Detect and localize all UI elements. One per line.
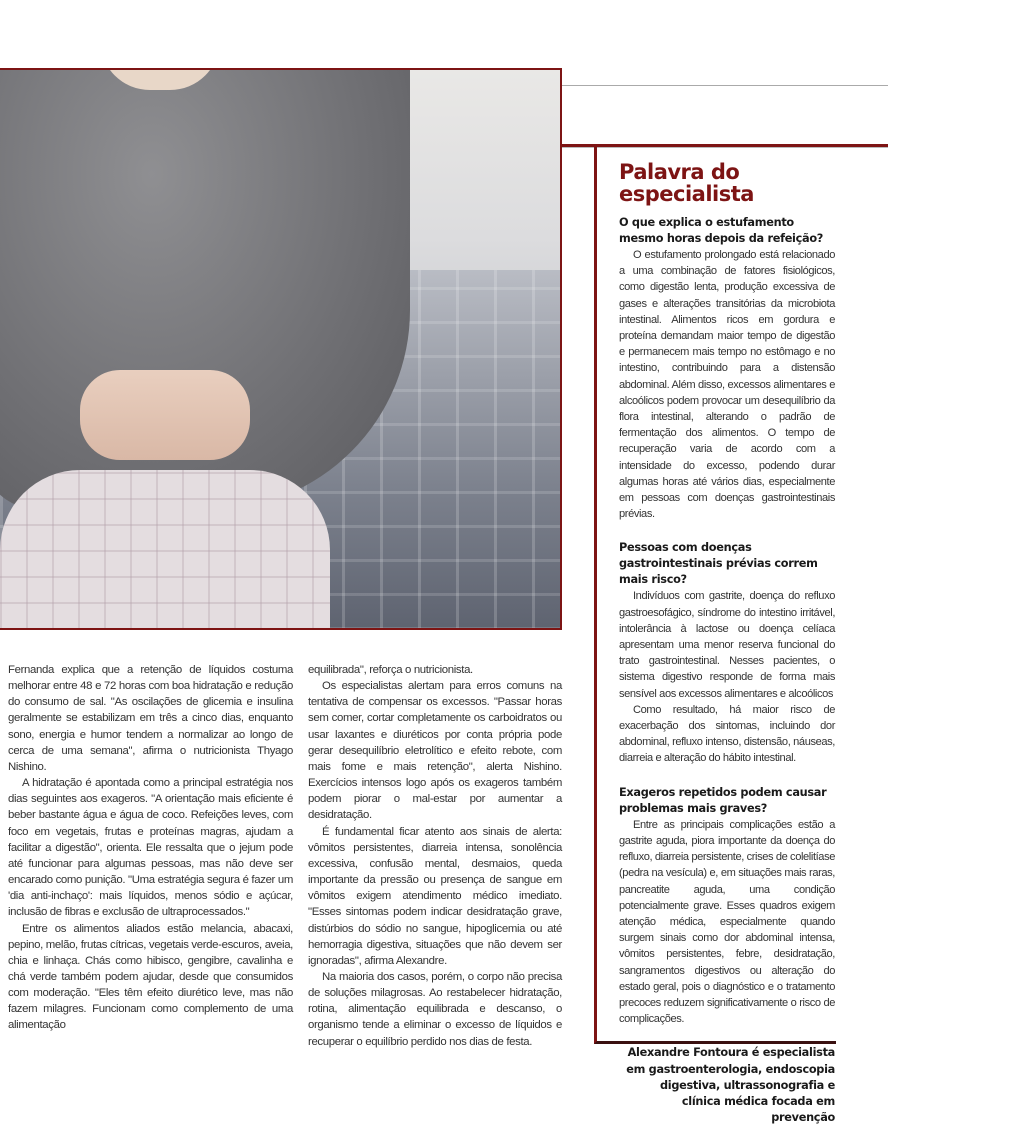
answer-paragraph: Como resultado, há maior risco de exacerbação dos sintomas, incluindo dor abdominal, refluxo intenso, distensão, náuseas, diarreia e alteração do hábito intestinal.: [619, 703, 835, 765]
question-heading: O que explica o estufamento mesmo horas depois da refeição?: [619, 216, 824, 245]
article-column-1: [8, 662, 293, 1034]
expert-sidebar: [594, 147, 836, 1125]
answer-paragraph: Indivíduos com gastrite, doença do refluxo gastroesofágico, síndrome do intestino irritável, intolerância à lactose ou doença celíaca apresentam uma menor reserva funcional do trato gastrointestinal. Nesses pacientes, o sistema digestivo responde de forma mais sensível aos excessos alimentares e alcoólicos: [619, 590, 835, 700]
paragraph: Entre os alimentos aliados estão melancia, abacaxi, pepino, melão, frutas cítricas, vegetais verde-escuros, aveia, chia e linhaça. Chás como hibisco, gengibre, cavalinha e chá verde também podem ajudar, desde que consumidos com moderação. "Eles têm efeito diurético leve, mas não fazem milagres. Funcionam como complemento de uma alimentação: [8, 922, 293, 1032]
article-column-2: [308, 662, 562, 1050]
expert-credit: Alexandre Fontoura é especialista em gastroenterologia, endoscopia digestiva, ultrassonografia e clínica médica focada em prevenção: [626, 1046, 835, 1125]
answer-paragraph: O estufamento prolongado está relacionado a uma combinação de fatores fisiológicos, como digestão lenta, produção excessiva de gases e alterações transitórias da microbiota intestinal. Alimentos ricos em gordura e proteína demandam maior tempo de digestão e permanecem mais tempo no estômago e no intestino, contribuindo para a distensão abdominal. Além disso, excessos alimentares e alcoólicos podem provocar um desequilíbrio da flora intestinal, alterando o padrão de fermentação dos alimentos. O tempo de recuperação varia de acordo com a intensidade do excesso, podendo durar algumas horas até vários dias, especialmente em pessoas com doenças gastrointestinais prévias.: [619, 249, 835, 521]
paragraph: É fundamental ficar atento aos sinais de alerta: vômitos persistentes, diarreia intensa, sonolência excessiva, confusão mental, desmaios, queda importante da pressão ou presença de sangue em vômitos exigem atendimento médico imediato. "Esses sintomas podem indicar desidratação grave, distúrbios do sódio no sangue, hipoglicemia ou até hemorragia digestiva, situações que não devem ser ignoradas", afirma Alexandre.: [308, 825, 562, 967]
paragraph: A hidratação é apontada como a principal estratégia nos dias seguintes aos exageros. "A orientação mais eficiente é beber bastante água e água de coco. Refeições leves, com foco em vegetais, frutas e proteínas magras, ajudam a facilitar a digestão", orienta. Ele ressalta que o jejum pode até funcionar para algumas pessoas, mas não deve ser encarado como punição. "Uma estratégia segura é fazer um 'dia anti-inchaço': mais líquidos, menos sódio e açúcar, inclusão de fibras e exclusão de ultraprocessados.": [8, 777, 293, 919]
qa-section: [619, 215, 835, 522]
question-heading: Pessoas com doenças gastrointestinais prévias correm mais risco?: [619, 541, 818, 587]
divider-gray: [562, 85, 888, 86]
qa-section: [619, 540, 835, 766]
photo-hands: [80, 370, 250, 460]
article-photo-woman-holding-stomach: [0, 68, 562, 630]
paragraph: Os especialistas alertam para erros comuns na tentativa de compensar os excessos. "Passar horas sem comer, cortar completamente os carboidratos ou usar laxantes e diuréticos por conta própria pode gerar desequilíbrio eletrolítico e efeito rebote, com mais fome e mais retenção", alerta Nishino. Exercícios intensos logo após os exageros também podem piorar o mal-estar por aumentar a desidratação.: [308, 680, 562, 822]
paragraph: Na maioria dos casos, porém, o corpo não precisa de soluções milagrosas. Ao restabelecer hidratação, rotina, alimentação equilibrada e descanso, o organismo tende a eliminar o excesso de líquidos e recuperar o equilíbrio perdido nos dias de festa.: [308, 970, 562, 1048]
paragraph: equilibrada", reforça o nutricionista.: [308, 664, 473, 676]
answer-paragraph: Entre as principais complicações estão a gastrite aguda, piora importante da doença do refluxo, diarreia persistente, crises de colelitíase (pedra na vesícula) e, em situações mais raras, pancreatite aguda, uma condição potencialmente grave. Esses quadros exigem atenção médica, especialmente quando surgem sinais como dor abdominal intensa, vômitos persistentes, febre, desidratação, sangramentos digestivos ou alteração do estado geral, pois o diagnóstico e o tratamento precoces reduzem significativamente o risco de complicações.: [619, 818, 835, 1026]
question-heading: Exageros repetidos podem causar problemas mais graves?: [619, 785, 827, 815]
photo-plaid-pants: [0, 470, 330, 630]
paragraph: Fernanda explica que a retenção de líquidos costuma melhorar entre 48 e 72 horas com boa hidratação e redução do consumo de sal. "As oscilações de glicemia e insulina geralmente se estabilizam em três a cinco dias, enquanto sono, energia e humor tendem a normalizar ao longo de cerca de uma semana", afirma o nutricionista Thyago Nishino.: [8, 664, 293, 773]
qa-section: [619, 785, 835, 1028]
sidebar-title: Palavra do especialista: [619, 160, 754, 206]
